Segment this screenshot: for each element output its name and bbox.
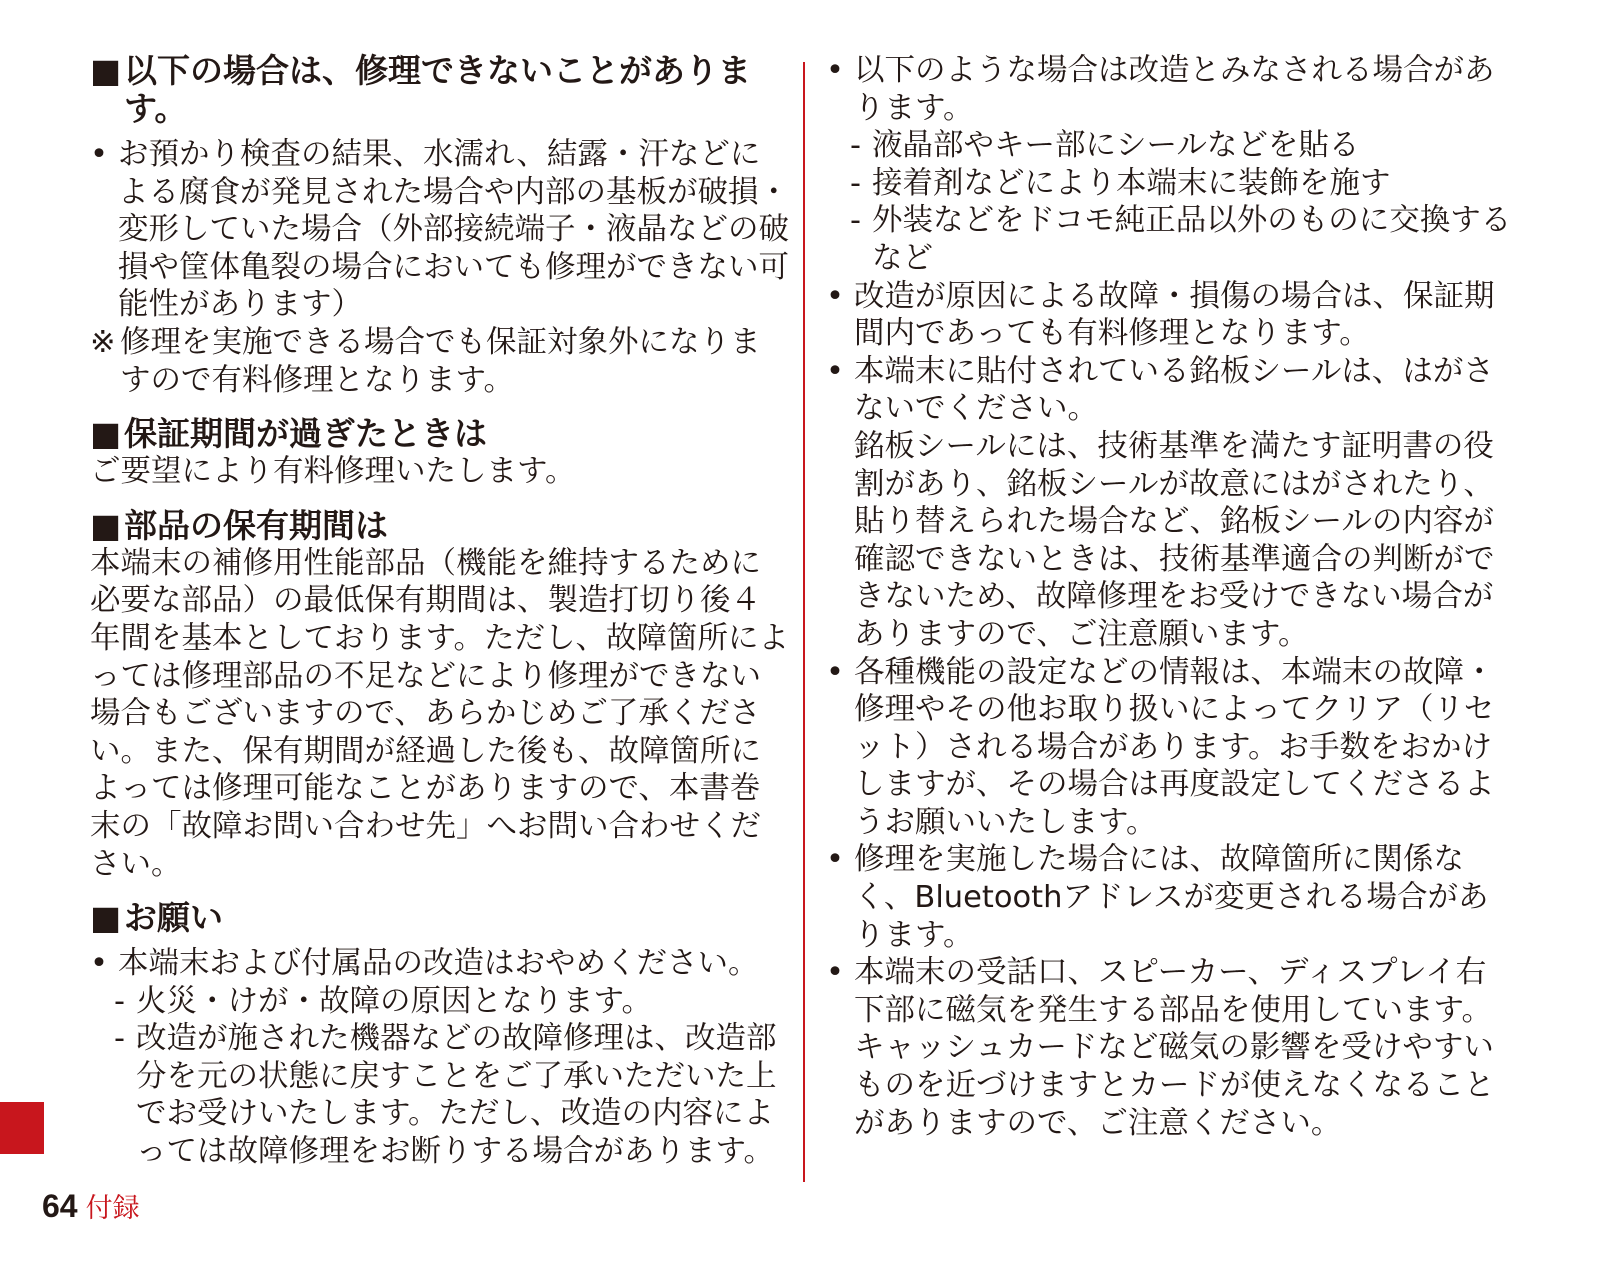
list-item xyxy=(826,278,1516,353)
square-mark: ■ xyxy=(90,51,122,90)
bullet-mark: • xyxy=(826,842,844,878)
right-column xyxy=(826,52,1516,1142)
bullet-mark: • xyxy=(826,654,844,690)
square-mark: ■ xyxy=(90,898,122,938)
heading-warranty-expired xyxy=(90,415,790,453)
list-item-text: お預かり検査の結果、水濡れ、結露・汗などによる腐食が発見された場合や内部の基板が破損・変形していた場合（外部接続端子・液晶などの破損や筐体亀裂の場合においても修理ができない可能性があります） xyxy=(118,137,789,323)
bullet-mark: • xyxy=(826,955,844,991)
bullet-mark: • xyxy=(826,278,844,314)
column-divider xyxy=(803,62,805,1182)
square-mark: ■ xyxy=(90,505,122,545)
dash-mark: - xyxy=(850,165,862,201)
dash-mark: - xyxy=(850,128,862,164)
list-item-text: 以下のような場合は改造とみなされる場合があります。 xyxy=(854,53,1495,126)
heading-request xyxy=(90,899,790,937)
dash-mark: - xyxy=(850,203,862,239)
sub-list-item xyxy=(826,127,1516,165)
list-item xyxy=(826,654,1516,842)
list-item xyxy=(90,136,790,324)
bullet-mark: • xyxy=(826,353,844,389)
list-item-text: 本端末の受話口、スピーカー、ディスプレイ右下部に磁気を発生する部品を使用しています。キャッシュカードなど磁気の影響を受けやすいものを近づけますとカードが使えなくなることがありますので、ご注意ください。 xyxy=(854,955,1495,1141)
heading-parts-retention xyxy=(90,507,790,545)
list-item xyxy=(826,353,1516,654)
sub-list-item xyxy=(90,1020,790,1170)
left-column xyxy=(90,52,790,1171)
list-item-continuation: 銘板シールには、技術基準を満たす証明書の役割があり、銘板シールが故意にはがされたり、貼り替えられた場合など、銘板シールの内容が確認できないときは、技術基準適合の判断ができないため、故障修理をお受けできない場合がありますので、ご注意願います。 xyxy=(854,428,1495,652)
bullet-mark: • xyxy=(826,53,844,88)
list-item xyxy=(826,52,1516,127)
bullet-mark: • xyxy=(90,946,108,982)
section-label: 付録 xyxy=(85,1193,140,1224)
note-mark: ※ xyxy=(90,324,116,360)
note-item xyxy=(90,324,790,399)
heading-text: 保証期間が過ぎたときは xyxy=(124,414,487,454)
square-mark: ■ xyxy=(90,414,122,454)
sub-list-item-text: 液晶部やキー部にシールなどを貼る xyxy=(872,128,1360,164)
dash-mark: - xyxy=(114,1021,126,1057)
heading-repair-impossible xyxy=(90,52,790,128)
list-item-text: 本端末および付属品の改造はおやめください。 xyxy=(118,946,759,982)
paragraph: ご要望により有料修理いたします。 xyxy=(90,454,576,490)
heading-text: 部品の保有期間は xyxy=(124,505,388,545)
list-item xyxy=(826,841,1516,954)
dash-mark: - xyxy=(114,983,126,1019)
page-number: 64 xyxy=(42,1188,78,1224)
sub-list-item-text: 外装などをドコモ純正品以外のものに交換するなど xyxy=(872,203,1512,276)
list-item-text: 修理を実施した場合には、故障箇所に関係なく、Bluetoothアドレスが変更される場合があります。 xyxy=(854,842,1489,953)
sub-list-item-text: 接着剤などにより本端末に装飾を施す xyxy=(872,165,1391,201)
paragraph: 本端末の補修用性能部品（機能を維持するために必要な部品）の最低保有期間は、製造打切り後４年間を基本としております。ただし、故障箇所によっては修理部品の不足などにより修理ができない場合もございますので、あらかじめご了承ください。また、保有期間が経過した後も、故障箇所によっては修理可能なことがありますので、本書巻末の「故障お問い合わせ先」へお問い合わせください。 xyxy=(90,545,790,882)
sub-list-item xyxy=(90,983,790,1021)
list-item-text: 各種機能の設定などの情報は、本端末の故障・修理やその他お取り扱いによってクリア（リセット）される場合があります。お手数をおかけしますが、その場合は再度設定してくださるようお願いいたします。 xyxy=(854,654,1495,840)
note-text: 修理を実施できる場合でも保証対象外になりますので有料修理となります。 xyxy=(120,324,761,398)
sub-list-item-text: 火災・けが・故障の原因となります。 xyxy=(136,983,653,1019)
sub-list-item-text: 改造が施された機器などの故障修理は、改造部分を元の状態に戻すことをご了承いただいた上でお受けいたします。ただし、改造の内容によっては故障修理をお断りする場合があります。 xyxy=(136,1021,777,1170)
list-item xyxy=(90,945,790,983)
list-item xyxy=(826,954,1516,1142)
list-item-text: 改造が原因による故障・損傷の場合は、保証期間内であっても有料修理となります。 xyxy=(854,278,1495,352)
page-edge-tab xyxy=(0,1102,44,1154)
sub-list-item xyxy=(826,202,1516,277)
bullet-mark: • xyxy=(90,137,108,172)
heading-text: 以下の場合は、修理できないことがあります。 xyxy=(124,51,751,128)
list-item-text: 本端末に貼付されている銘板シールは、はがさないでください。 xyxy=(854,353,1494,427)
heading-text: お願い xyxy=(124,898,223,938)
sub-list-item xyxy=(826,165,1516,203)
page-footer xyxy=(42,1186,140,1225)
